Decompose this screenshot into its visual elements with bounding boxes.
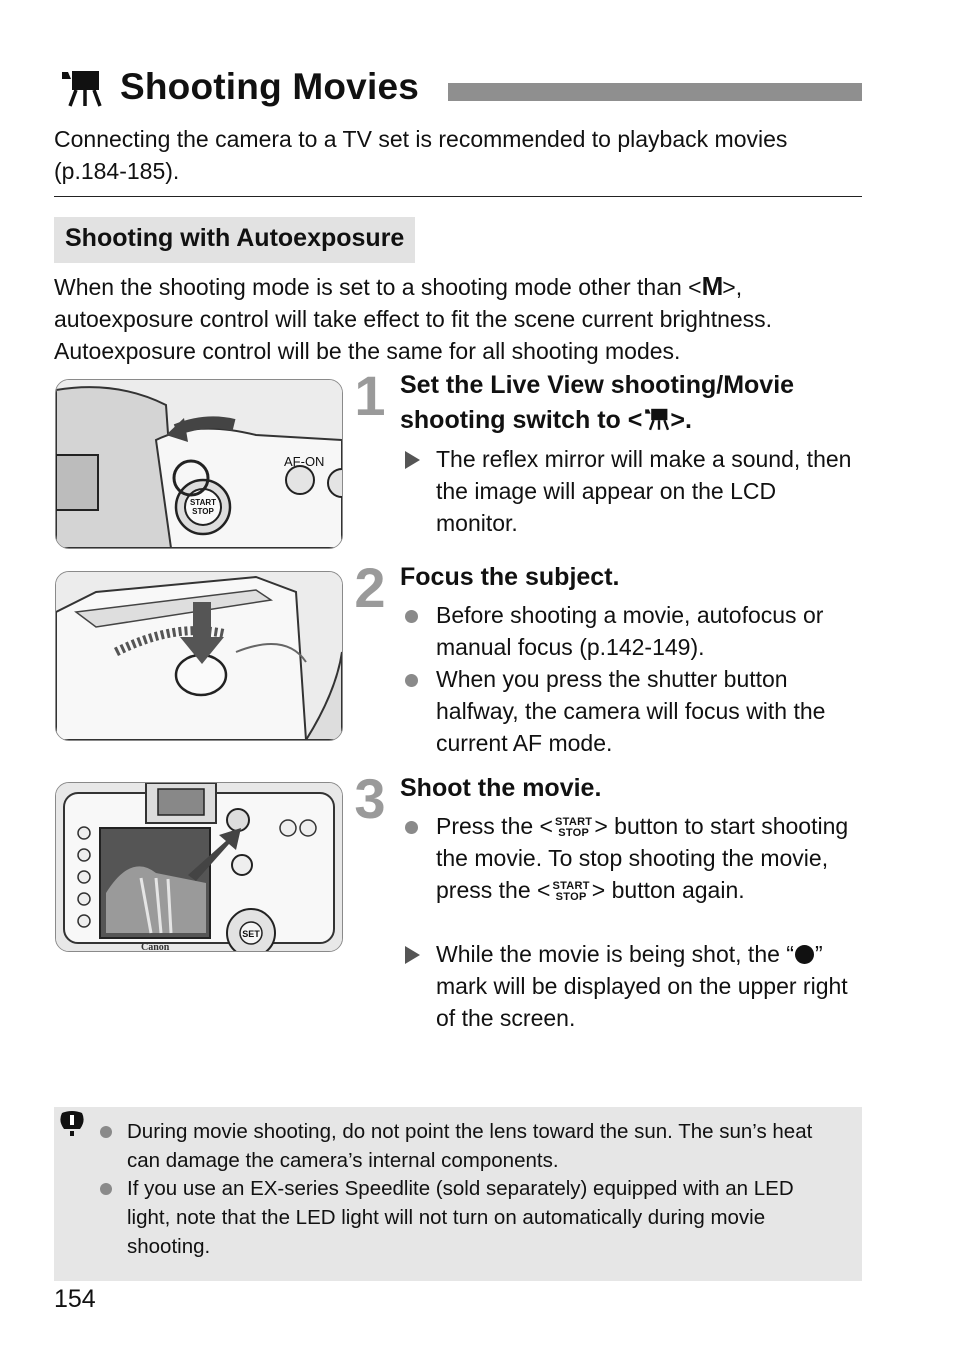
autoexposure-text-2: >, autoexposure control will take effect to fit the scene current brightness. Autoexposure control will be the same for all shooting modes. xyxy=(54,274,773,364)
dot-bullet-icon xyxy=(403,663,429,695)
divider xyxy=(54,196,862,197)
step-3-bullet-1-text-3: > button again. xyxy=(591,877,745,903)
caution-icon xyxy=(58,1111,86,1139)
brand-label: Canon xyxy=(141,942,170,951)
title-row xyxy=(54,62,864,114)
page-title: Shooting Movies xyxy=(120,66,419,107)
start-label: START xyxy=(189,498,217,507)
step-3-number: 3 xyxy=(354,767,386,830)
dot-bullet-icon xyxy=(403,599,429,631)
start-stop-button-icon: START STOP xyxy=(554,815,593,839)
af-on-label: AF-ON xyxy=(284,454,325,469)
shutter-button-illustration xyxy=(56,572,342,740)
step-3-heading: Shoot the movie. xyxy=(400,774,602,802)
step-2-illustration xyxy=(55,571,343,741)
step-3-illustration xyxy=(55,782,343,952)
step-1-illustration xyxy=(55,379,343,549)
movie-camera-icon xyxy=(642,407,670,431)
step-2-bullet-1-text: Before shooting a movie, autofocus or manual focus (p.142-149). xyxy=(436,602,824,660)
triangle-bullet-icon xyxy=(403,443,429,475)
step-3-bullet-1-text-2: > button to start shooting the movie. To stop shooting the movie, press the < xyxy=(436,813,849,903)
step-1-heading xyxy=(400,368,870,438)
caution-item-2 xyxy=(96,1174,831,1261)
caution-box xyxy=(54,1107,862,1281)
dot-bullet-icon xyxy=(403,810,429,842)
caution-item-2-text: If you use an EX-series Speedlite (sold separately) equipped with an LED light, note that the LED light will not turn on automatically during movie shooting. xyxy=(127,1177,794,1258)
stop-label: STOP xyxy=(192,507,214,516)
caution-item-1 xyxy=(96,1117,831,1175)
start-stop-button-icon: START STOP xyxy=(552,879,590,903)
camera-back-illustration xyxy=(56,783,342,951)
step-1-bullet-1-text: The reflex mirror will make a sound, then the image will appear on the LCD monitor. xyxy=(436,446,852,536)
movie-camera-icon xyxy=(58,68,102,108)
intro-text: Connecting the camera to a TV set is recommended to playback movies (p.184-185). xyxy=(54,126,788,184)
dot-bullet-icon xyxy=(100,1183,112,1195)
step-3-bullet-2 xyxy=(403,938,863,1034)
step-2-bullet-2-text: When you press the shutter button halfway, the camera will focus with the current AF mode. xyxy=(436,666,826,756)
step-1-heading-end: >. xyxy=(670,406,692,434)
step-3-bullet-2-text-2: ” mark will be displayed on the upper right of the screen. xyxy=(436,941,848,1031)
manual-mode-m-glyph: M xyxy=(701,271,723,301)
step-2-bullet-1 xyxy=(403,599,863,663)
title-bar xyxy=(448,83,862,101)
live-view-switch-illustration xyxy=(56,380,342,548)
autoexposure-text-1: When the shooting mode is set to a shooting mode other than < xyxy=(54,274,702,300)
step-3-bullet-1 xyxy=(403,810,863,906)
set-label: SET xyxy=(242,929,260,939)
step-2-heading: Focus the subject. xyxy=(400,563,620,591)
caution-item-1-text: During movie shooting, do not point the lens toward the sun. The sun’s heat can damage the camera’s internal components. xyxy=(127,1120,813,1172)
recording-dot-icon xyxy=(795,945,814,964)
step-2-bullet-2 xyxy=(403,663,863,759)
step-3-bullet-1-text-1: Press the < xyxy=(436,813,553,839)
step-1-number: 1 xyxy=(354,364,386,427)
step-1-bullet-1 xyxy=(403,443,863,539)
autoexposure-paragraph xyxy=(54,270,874,367)
triangle-bullet-icon xyxy=(403,938,429,970)
dot-bullet-icon xyxy=(100,1126,112,1138)
step-2-number: 2 xyxy=(354,556,386,619)
step-1-heading-text: Set the Live View shooting/Movie shooting switch to < xyxy=(400,371,795,434)
section-heading: Shooting with Autoexposure xyxy=(54,217,415,263)
step-3-bullet-2-text-1: While the movie is being shot, the “ xyxy=(436,941,794,967)
page-number: 154 xyxy=(54,1285,96,1313)
